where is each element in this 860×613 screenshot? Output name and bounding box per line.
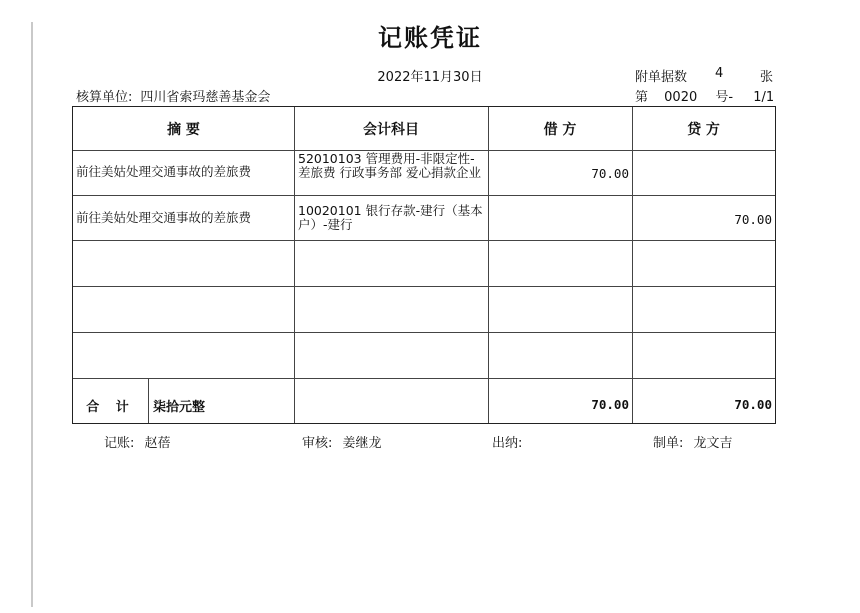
preparer-name: 龙文吉 (693, 436, 733, 451)
serial-number: 0020 (664, 90, 698, 105)
total-label: 合 计 (86, 400, 135, 415)
total-in-words: 柒拾元整 (153, 400, 206, 415)
attachment-unit: 张 (760, 70, 774, 85)
cashier (492, 432, 528, 451)
col-divider-summary (294, 107, 295, 423)
attachment-number: 4 (715, 66, 724, 81)
header-account: 会计科目 (363, 121, 419, 138)
voucher-serial (635, 86, 774, 105)
bookkeeper (104, 432, 171, 451)
attachment-label: 附单据数 (635, 70, 688, 85)
row-account: 10020101 银行存款-建行（基本户）-建行 (298, 203, 483, 232)
header-summary: 摘 要 (167, 121, 200, 138)
total-credit: 70.00 (734, 397, 772, 412)
col-divider-account (488, 107, 489, 423)
row-divider (73, 240, 775, 241)
reviewer (302, 432, 382, 451)
col-divider-debit (632, 107, 633, 423)
accounting-unit-name: 四川省索玛慈善基金会 (140, 90, 271, 105)
serial-suffix: 号- (715, 90, 734, 105)
header-debit: 借 方 (543, 121, 577, 138)
cashier-label: 出纳: (492, 436, 523, 451)
voucher-date: 2022年11月30日 (377, 70, 483, 85)
row-summary: 前往美姑处理交通事故的差旅费 (76, 210, 252, 225)
row-divider (73, 286, 775, 287)
preparer-label: 制单: (653, 436, 684, 451)
accounting-unit (76, 86, 270, 105)
row-debit: 70.00 (591, 166, 629, 181)
preparer (653, 432, 733, 451)
row-summary: 前往美姑处理交通事故的差旅费 (76, 164, 252, 179)
serial-page: 1/1 (753, 90, 775, 105)
total-debit: 70.00 (591, 397, 629, 412)
voucher-table (72, 106, 776, 424)
serial-prefix: 第 (635, 90, 649, 105)
row-divider (73, 332, 775, 333)
accounting-unit-label: 核算单位: (76, 90, 133, 105)
reviewer-label: 审核: (302, 436, 333, 451)
header-credit: 贷 方 (687, 121, 720, 138)
attachment-count (635, 66, 774, 85)
row-divider (73, 378, 775, 379)
bookkeeper-name: 赵蓓 (144, 436, 171, 451)
col-divider-total-label (148, 378, 149, 423)
reviewer-name: 姜继龙 (342, 436, 382, 451)
row-account: 52010103 管理费用-非限定性-差旅费 行政事务部 爱心捐款企业 (298, 151, 481, 180)
bookkeeper-label: 记账: (104, 436, 135, 451)
row-credit: 70.00 (734, 212, 772, 227)
row-divider (73, 195, 775, 196)
scan-edge-line (31, 22, 33, 607)
voucher-title: 记账凭证 (378, 24, 482, 52)
